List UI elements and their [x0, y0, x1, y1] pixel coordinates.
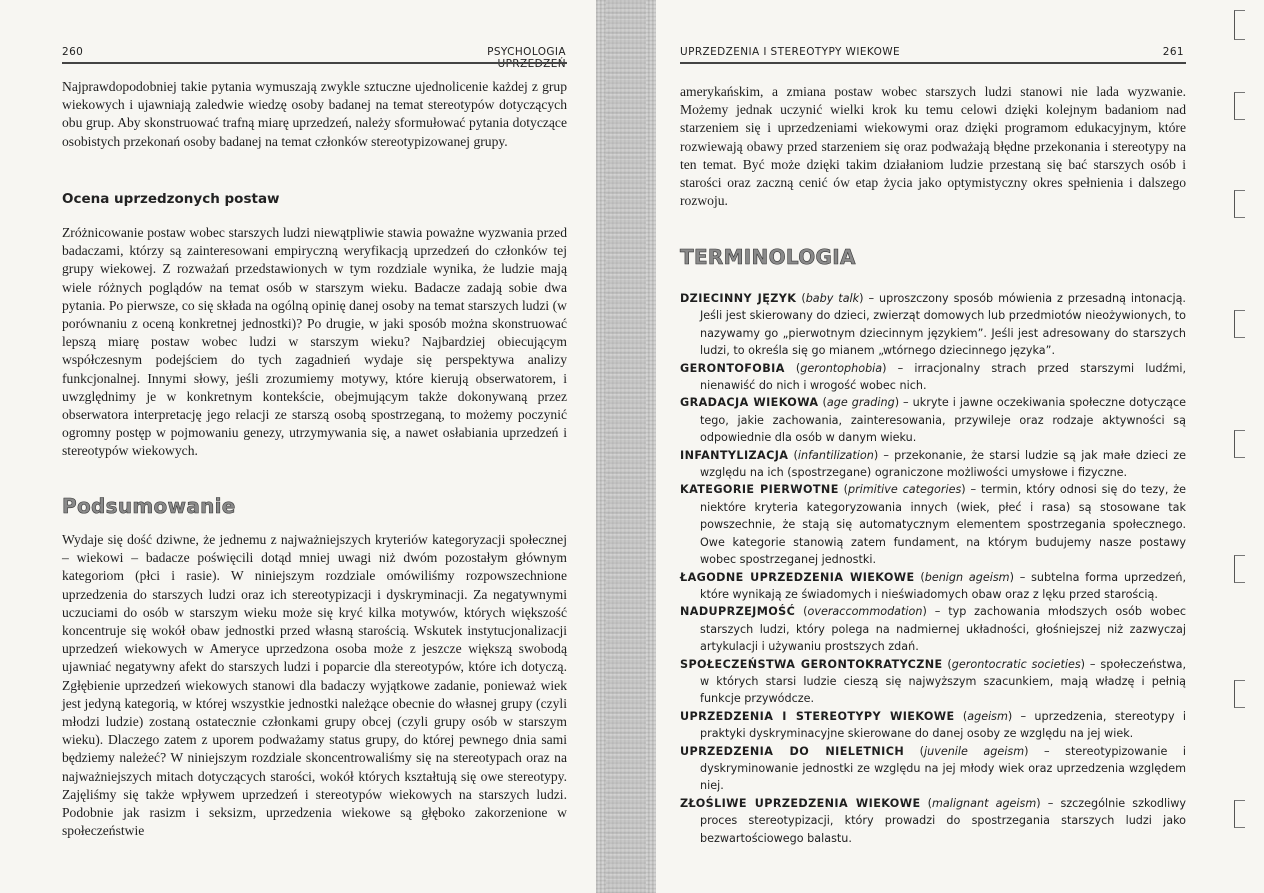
book-gutter: [596, 0, 658, 893]
section-heading-terminology: TERMINOLOGIA: [680, 245, 856, 269]
running-head-left: PSYCHOLOGIA UPRZEDZEŃ: [487, 46, 566, 70]
term-name: UPRZEDZENIA I STEREOTYPY WIEKOWE: [680, 709, 955, 723]
term-name: SPOŁECZEŃSTWA GERONTOKRATYCZNE: [680, 657, 943, 671]
term-english: baby talk: [805, 292, 860, 305]
term-name: NADUPRZEJMOŚĆ: [680, 605, 796, 619]
term-english: infantilization: [797, 448, 874, 462]
left-page: [0, 0, 598, 893]
terminology-list: [680, 290, 1186, 847]
term-name: UPRZEDZENIA DO NIELETNICH: [680, 744, 905, 758]
term-entry: GRADACJA WIEKOWA (age grading) – ukryte i jawne oczekiwania społeczne dotyczące tego, jakie zachowania, zainteresowania, przywileje oraz rodzaje aktywności są odpowiednie dla osób w danym wieku.: [680, 396, 1187, 445]
term-name: ŁAGODNE UPRZEDZENIA WIEKOWE: [680, 570, 915, 584]
term-definition: stereotypizowanie i dyskryminowanie jednostki ze względu na jej młody wiek oraz uprzedzenia względem niej.: [700, 744, 1186, 793]
term-entry: SPOŁECZEŃSTWA GERONTOKRATYCZNE (gerontocratic societies) – społeczeństwa, w których starsi ludzie cieszą się najwyższym szacunkiem, mają władzę i pełnią funkcje przywódcze.: [680, 657, 1187, 706]
term-definition: przekonanie, że starsi ludzie są jak małe dzieci ze względu na ich (spostrzegane) ograniczone możliwości umysłowe i fizyczne.: [700, 448, 1186, 480]
term-english: gerontocratic societies: [951, 657, 1081, 671]
assessment-paragraph: Zróżnicowanie postaw wobec starszych ludzi niewątpliwie stawia poważne wyzwania przed badaczami, którzy są zainteresowani empiryczną weryfikacją uprzedzeń do członków tej grupy wiekowej. Z rozważań przedstawionych w tym rozdziale wynika, że ludzie mają wiele różnych poglądów na temat osób w starszym wieku. Badacze zadają sobie dwa pytania. Po pierwsze, co się składa na ogólną opinię danej osoby na temat starszych ludzi (w porównaniu z oceną konkretnej jednostki)? Po drugie, w jaki sposób można skonstruować lepszą miarę postaw wobec ludzi w starszym wieku? Najbardziej obiecującym współczesnym podejściem do tych zagadnień wydaje się perspektywa analizy funkcjonalnej. Innymi słowy, jeśli zrozumiemy motywy, które kierują obserwatorem, i uwzględnimy je w konkretnym kontekście, obejmującym także dokonywaną przez obserwatora interpretację jego relacji ze starszą osobą spostrzeganą, to możemy poczynić ogromny postęp w pojmowaniu genezy, utrzymywania się, a nawet osłabiania uprzedzeń i stereotypów wiekowych.: [62, 225, 567, 459]
page-number-right: 261: [1162, 46, 1184, 58]
term-name: GERONTOFOBIA: [680, 361, 785, 375]
header-rule-right: [680, 62, 1186, 64]
term-definition: uproszczony sposób mówienia z przesadną intonacją. Jeśli jest skierowany do dzieci, zwierząt domowych lub przedmiotów nieożywionych, to nazywamy go „pierwotnym dziecinnym językiem”. Jeśli jest adresowany do starszych ludzi, to określa się go mianem „wtórnego dziecinnego języka”.: [700, 292, 1186, 358]
right-page: [656, 0, 1264, 893]
page-edge: [1226, 0, 1264, 893]
term-english: primitive categories: [847, 483, 962, 497]
term-entry: INFANTYLIZACJA (infantilization) – przekonanie, że starsi ludzie są jak małe dzieci ze względu na ich (spostrzegane) ograniczone możliwości umysłowe i fizyczne.: [680, 448, 1186, 480]
term-definition: irracjonalny strach przed starszymi ludźmi, nienawiść do nich i wrogość wobec nich.: [700, 361, 1187, 393]
term-name: GRADACJA WIEKOWA: [680, 396, 819, 410]
term-english: malignant ageism: [931, 796, 1037, 810]
term-english: ageism: [967, 709, 1008, 723]
term-english: benign ageism: [924, 570, 1010, 584]
summary-paragraph: Wydaje się dość dziwne, że jednemu z najważniejszych kryteriów kategoryzacji społecznej – wiekowi – badacze poświęcili dotąd mniej uwagi niż dwóm pozostałym głównym kategoriom (płci i rasie). W niniejszym rozdziale omówiliśmy rozpowszechnione uprzedzenia do starszych ludzi oraz ich stereotypizacji i dyskryminacji. Za negatywnymi uczuciami do osób w starszym wieku może się kryć kilka motywów, których większość koncentruje się wokół obaw jednostki przed własną starością. Wskutek instytucjonalizacji uprzedzeń wiekowych w Ameryce uprzedzona osoba może z jeszcze większą swobodą ujawniać negatywny afekt do starszych ludzi i poparcie dla stereotypów, które ich dotyczą. Zgłębienie uprzedzeń wiekowych stanowi dla badaczy wyjątkowe zadanie, ponieważ wiek jest jedyną kategorią, w której wszystkie jednostki należące obecnie do własnej grupy (czyli młodzi ludzie) zostaną ostatecznie członkami grupy obcej (czyli grupy osób w starszym wieku). Dlaczego zatem z uporem podważamy status grupy, do której pewnego dnia sami będziemy należeć? W niniejszym rozdziale skoncentrowaliśmy się na stereotypach oraz na najważniejszych mitach dotyczących starości, wokół których kształtują się owe stereotypy. Zajęliśmy się także wpływem uprzedzeń i stereotypów wiekowych na starszych ludzi. Podobnie jak rasizm i seksizm, uprzedzenia wiekowe są głęboko zakorzenione w społeczeństwie: [62, 532, 567, 839]
term-definition: ukryte i jawne oczekiwania społeczne dotyczące tego, jakie zachowania, zainteresowania, przywileje oraz rodzaje aktywności są odpowiednie dla osób w danym wieku.: [700, 396, 1187, 445]
continuation-paragraph: amerykańskim, a zmiana postaw wobec starszych ludzi stanowi nie lada wyzwanie. Możemy jednak uczynić wielki krok ku temu celowi dzięki kolejnym badaniom nad starzeniem się i uprzedzeniami wiekowymi oraz dzięki programom edukacyjnym, które rozwiewają obawy przed starzeniem się oraz podważają błędne przekonania i stereotypy na ten temat. Być może dzięki takim działaniom ludzie przestaną się bać starszych osób i starości oraz zaczną cenić ów etap życia jako optymistyczny okres spełnienia i dalszego rozwoju.: [680, 84, 1186, 209]
term-entry: NADUPRZEJMOŚĆ (overaccommodation) – typ zachowania młodszych osób wobec starszych ludzi, który polega na nadmiernej układności, głośniejszej niż zazwyczaj artykulacji i używaniu prostszych zdań.: [680, 605, 1187, 654]
term-english: overaccommodation: [807, 605, 923, 619]
term-entry: ŁAGODNE UPRZEDZENIA WIEKOWE (benign ageism) – subtelna forma uprzedzeń, które wynikają ze świadomych i nieświadomych obaw oraz z lęku przed starością.: [680, 570, 1186, 601]
term-name: KATEGORIE PIERWOTNE: [680, 483, 839, 497]
term-definition: społeczeństwa, w których starsi ludzie cieszą się najwyższym szacunkiem, mają władzę i pełnią funkcje przywódcze.: [700, 657, 1187, 706]
term-english: age grading: [826, 396, 895, 410]
term-definition: typ zachowania młodszych osób wobec starszych ludzi, który polega na nadmiernej układności, głośniejszej niż zazwyczaj artykulacji i używaniu prostszych zdań.: [700, 605, 1187, 654]
term-name: INFANTYLIZACJA: [680, 448, 789, 462]
term-entry: GERONTOFOBIA (gerontophobia) – irracjonalny strach przed starszymi ludźmi, nienawiść do nich i wrogość wobec nich.: [680, 361, 1187, 393]
term-english: juvenile ageism: [924, 744, 1025, 758]
term-definition: subtelna forma uprzedzeń, które wynikają ze świadomych i nieświadomych obaw oraz z lęku przed starością.: [700, 570, 1186, 601]
term-entry: DZIECINNY JĘZYK (baby talk) – uproszczony sposób mówienia z przesadną intonacją. Jeśli jest skierowany do dzieci, zwierząt domowych lub przedmiotów nieożywionych, to nazywamy go „pierwotnym dziecinnym językiem”. Jeśli jest adresowany do starszych ludzi, to określa się go mianem „wtórnego dziecinnego języka”.: [680, 292, 1186, 358]
subheading-assessment: Ocena uprzedzonych postaw: [62, 191, 280, 207]
header-rule-left: [62, 62, 567, 64]
section-heading-summary: Podsumowanie: [62, 494, 236, 518]
term-entry: UPRZEDZENIA DO NIELETNICH (juvenile ageism) – stereotypizowanie i dyskryminowanie jednostki ze względu na jej młody wiek oraz uprzedzenia względem niej.: [680, 744, 1186, 793]
page-number-left: 260: [62, 46, 84, 58]
term-name: ZŁOŚLIWE UPRZEDZENIA WIEKOWE: [680, 796, 921, 810]
term-entry: KATEGORIE PIERWOTNE (primitive categories) – termin, który odnosi się do tezy, że niektóre kryteria kategoryzowania innych (wiek, płeć i rasa) są stosowane tak powszechnie, że stają się automatycznym elementem spostrzegania społecznego. Owe kategorie stanowią zatem fundament, na którym budujemy nasze postawy wobec spostrzeganej jednostki.: [680, 483, 1186, 567]
term-definition: uprzedzenia, stereotypy i praktyki dyskryminacyjne skierowane do danej osoby ze względu na jej wiek.: [700, 709, 1186, 741]
term-entry: ZŁOŚLIWE UPRZEDZENIA WIEKOWE (malignant ageism) – szczególnie szkodliwy proces stereotypizacji, który prowadzi do spostrzegania starszych ludzi jako bezwartościowego balastu.: [680, 796, 1186, 845]
running-head-right: UPRZEDZENIA I STEREOTYPY WIEKOWE: [680, 46, 901, 58]
term-definition: termin, który odnosi się do tezy, że niektóre kryteria kategoryzowania innych (wiek, płeć i rasa) są stosowane tak powszechnie, że stają się automatycznym elementem spostrzegania społecznego. Owe kategorie stanowią zatem fundament, na którym budujemy nasze postawy wobec spostrzeganej jednostki.: [700, 483, 1186, 567]
term-english: gerontophobia: [800, 361, 883, 375]
term-name: DZIECINNY JĘZYK: [680, 292, 797, 305]
intro-paragraph: Najprawdopodobniej takie pytania wymuszają zwykle sztuczne ujednolicenie każdej z grup wiekowych i ujawniają zaledwie wiedzę osoby badanej na temat stereotypów dotyczących obu grup. Aby skonstruować trafną miarę uprzedzeń, należy sformułować pytania dotyczące osobistych przekonań osoby badanej na temat członków stereotypizowanej grupy.: [62, 79, 567, 149]
term-definition: szczególnie szkodliwy proces stereotypizacji, który prowadzi do spostrzegania starszych ludzi jako bezwartościowego balastu.: [700, 796, 1186, 845]
term-entry: UPRZEDZENIA I STEREOTYPY WIEKOWE (ageism) – uprzedzenia, stereotypy i praktyki dyskryminacyjne skierowane do danej osoby ze względu na jej wiek.: [680, 709, 1186, 741]
